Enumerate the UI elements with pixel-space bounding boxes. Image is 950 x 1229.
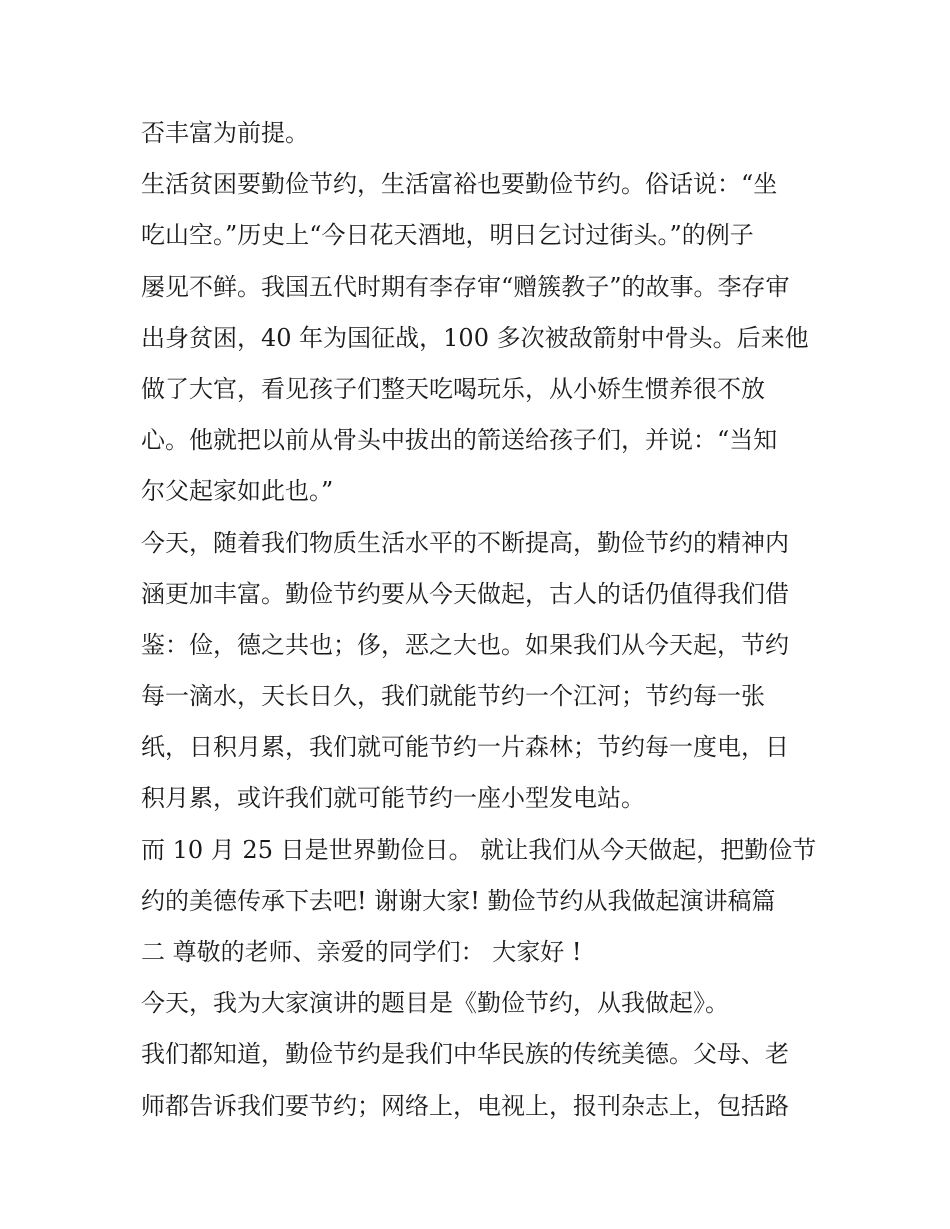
text-line: 屡见不鲜。我国五代时期有李存审“赠簇教子”的故事。李存审 (141, 272, 790, 301)
text-line: 纸，日积月累，我们就可能节约一片森林；节约每一度电，日 (141, 733, 789, 762)
text-line: 做了大官，看见孩子们整天吃喝玩乐，从小娇生惯养很不放 (141, 374, 765, 403)
text-line: 鉴：俭，德之共也；侈，恶之大也。如果我们从今天起，节约 (141, 630, 789, 659)
text-line: 师都告诉我们要节约；网络上，电视上，报刊杂志上，包括路 (141, 1091, 789, 1120)
text-line: 生活贫困要勤俭节约，生活富裕也要勤俭节约。俗话说：“坐 (141, 170, 778, 199)
text-line: 每一滴水，天长日久，我们就能节约一个江河；节约每一张 (141, 682, 765, 711)
document-body (141, 108, 821, 1132)
text-line: 今天，我为大家演讲的题目是《勤俭节约，从我做起》。 (141, 989, 729, 1018)
text-line: 而 10 月 25 日是世界勤俭日。 就让我们从今天做起，把勤俭节 (141, 835, 817, 864)
text-line: 尔父起家如此也。” (141, 477, 334, 506)
text-line: 积月累，或许我们就可能节约一座小型发电站。 (141, 784, 645, 813)
text-line: 二 尊敬的老师、亲爱的同学们： 大家好 ! (141, 938, 582, 966)
text-line: 否丰富为前提。 (141, 119, 309, 147)
text-line: 出身贫困，40 年为国征战，100 多次被敌箭射中骨头。后来他 (141, 323, 809, 352)
text-line: 约的美德传承下去吧! 谢谢大家! 勤俭节约从我做起演讲稿篇 (141, 886, 776, 915)
text-line: 今天，随着我们物质生活水平的不断提高，勤俭节约的精神内 (141, 528, 789, 557)
text-line: 我们都知道，勤俭节约是我们中华民族的传统美德。父母、老 (141, 1040, 789, 1069)
text-line: 吃山空。”历史上“今日花天酒地，明日乞讨过街头。”的例子 (141, 221, 754, 250)
text-line: 涵更加丰富。勤俭节约要从今天做起，古人的话仍值得我们借 (141, 579, 789, 608)
text-line: 心。他就把以前从骨头中拔出的箭送给孩子们，并说：“当知 (141, 426, 778, 455)
